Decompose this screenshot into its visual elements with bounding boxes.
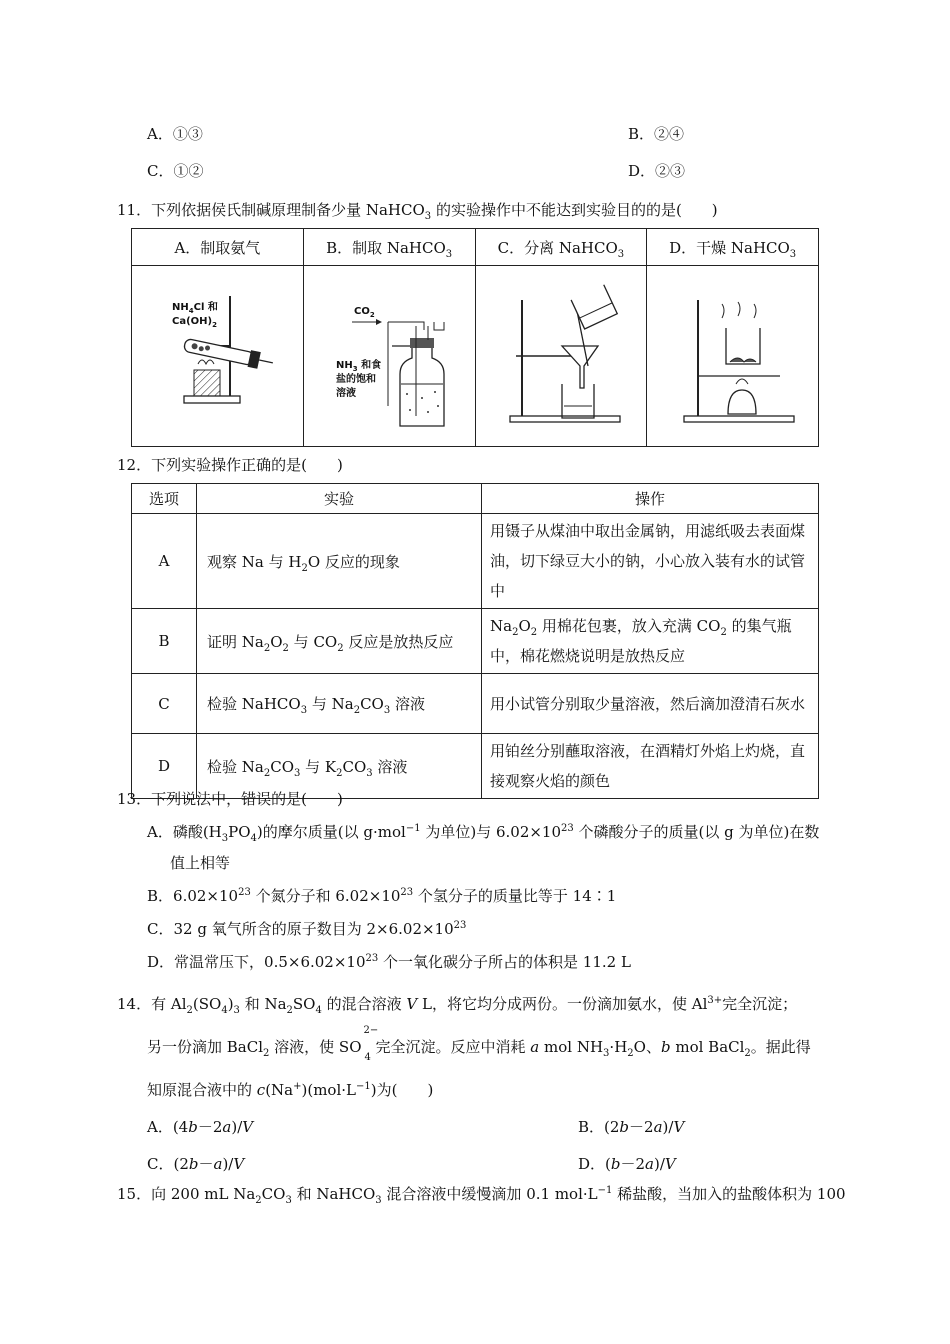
- drying-apparatus-figure: [648, 266, 818, 442]
- q13-option-d: D．常温常压下，$0.5\times 6.02\times 10^{23}$ 个一氧化碳分子所占的体积是 11.2 L: [147, 953, 631, 971]
- q15-stem-line1: 15．向 200 mL $Na_2CO_3$ 和 NaHCO$_3$ 混合溶液中缓慢滴加 0.1 $mol\cdot L^{-1}$ 稀盐酸，当加入的盐酸体积为 100: [117, 1185, 846, 1206]
- q11-stem: 11．下列依据侯氏制碱原理制备少量 NaHCO$_3$ 的实验操作中不能达到实验目的的是( ): [117, 201, 718, 222]
- table-row: [132, 609, 819, 674]
- q12-row-c-option: C: [132, 674, 197, 734]
- q12-row-b-option: B: [132, 609, 197, 674]
- q14-stem-line2: 另一份滴加 BaCl$_2$ 溶液，使 SO 2− 4 完全沉淀。反应中消耗 a mol $NH_3\cdot H_2O$、b mol BaCl$_2$。据此得: [147, 1025, 811, 1063]
- q13-option-a-line1: A．磷酸$(H_3PO_4)$的摩尔质量(以 g·mol$^{-1}$ 为单位)与 $6.02\times 10^{23}$ 个磷酸分子的质量(以 g 为单位)在数: [147, 823, 820, 844]
- q14-option-b: B．(2b－2a)/V: [578, 1118, 685, 1136]
- q12-row-b-experiment: 证明 $Na_2O_2$ 与 $CO_2$ 反应是放热反应: [197, 609, 482, 674]
- q11-header-c: C．分离 NaHCO$_3$: [475, 229, 647, 266]
- q10-option-c: C．①②: [147, 162, 204, 180]
- q11-header-a: A．制取氨气: [132, 229, 304, 266]
- q10-option-b: B．②④: [628, 125, 685, 143]
- q12-row-b-operation: $Na_2O_2$ 用棉花包裹，放入充满 $CO_2$ 的集气瓶中，棉花燃烧说明是放热反应: [482, 609, 819, 674]
- figure-b-label-line3: 溶液: [336, 388, 357, 399]
- q12-row-d-operation: 用铂丝分别蘸取溶液，在酒精灯外焰上灼烧，直接观察火焰的颜色: [482, 734, 819, 799]
- q13-option-b: B．$6.02\times 10^{23}$ 个氮分子和 $6.02\times 10^{23}$ 个氢分子的质量比等于 14∶1: [147, 887, 617, 905]
- q12-col-experiment: 实验: [197, 484, 482, 514]
- q13-stem: 13．下列说法中，错误的是( ): [117, 790, 343, 808]
- figure-b-co2-label: $CO_2$: [354, 306, 375, 319]
- q12-row-d-experiment: 检验 $Na_2CO_3$ 与 $K_2CO_3$ 溶液: [197, 734, 482, 799]
- q12-col-operation: 操作: [482, 484, 819, 514]
- q11-header-b: B．制取 NaHCO$_3$: [303, 229, 475, 266]
- table-row: [132, 674, 819, 734]
- q13-option-a-line2: 值上相等: [170, 854, 231, 872]
- q14-option-a: A．(4b－2a)/V: [147, 1118, 254, 1136]
- q14-option-d: D．(b－2a)/V: [578, 1155, 676, 1173]
- q12-table: [131, 483, 819, 799]
- ammonia-apparatus-figure: [132, 266, 302, 442]
- sulfate-ion-charge: 2− 4: [363, 1025, 379, 1063]
- q12-row-d-option: D: [132, 734, 197, 799]
- q12-row-a-operation: 用镊子从煤油中取出金属钠，用滤纸吸去表面煤油，切下绿豆大小的钠，小心放入装有水的试管中: [482, 514, 819, 609]
- q13-option-c: C．32 g 氧气所含的原子数目为 $2\times 6.02\times 10^{23}$: [147, 920, 467, 938]
- q11-header-d: D．干燥 NaHCO$_3$: [647, 229, 819, 266]
- table-row: [132, 514, 819, 609]
- q14-option-c: C．(2b－a)/V: [147, 1155, 245, 1173]
- q12-col-option: 选项: [132, 484, 197, 514]
- q12-row-a-experiment: 观察 Na 与 $H_2O$ 反应的现象: [197, 514, 482, 609]
- q11-figure-a-cell: [132, 266, 304, 447]
- figure-a-label-line2: $Ca(OH)_2$: [172, 316, 218, 329]
- figure-b-label-line2: 盐的饱和: [336, 374, 377, 385]
- q14-stem-line1: 14．有 $Al_2(SO_4)_3$ 和 $Na_2SO_4$ 的混合溶液 V L，将它均分成两份。一份滴加氨水，使 $Al^{3+}$完全沉淀；: [117, 995, 798, 1016]
- q11-figure-c-cell: [475, 266, 647, 447]
- figure-b-label-line1: $NH_3$ 和食: [336, 360, 382, 373]
- q11-figure-b-cell: [303, 266, 475, 447]
- q10-option-d: D．②③: [628, 162, 686, 180]
- figure-a-label-line1: $NH_4Cl$ 和: [172, 302, 219, 315]
- q12-row-a-option: A: [132, 514, 197, 609]
- q11-figure-d-cell: [647, 266, 819, 447]
- gas-washing-bottle-figure: [304, 266, 474, 442]
- q12-row-c-experiment: 检验 NaHCO$_3$ 与 $Na_2CO_3$ 溶液: [197, 674, 482, 734]
- q11-apparatus-table: [131, 228, 819, 447]
- q12-row-c-operation: 用小试管分别取少量溶液，然后滴加澄清石灰水: [482, 674, 819, 734]
- q14-stem-line3: 知原混合液中的 $c(Na^+)(mol\cdot L^{-1})$为( ): [147, 1081, 434, 1099]
- q10-option-a: A．①③: [147, 125, 203, 143]
- filtration-apparatus-figure: [476, 266, 646, 442]
- q12-stem: 12．下列实验操作正确的是( ): [117, 456, 343, 474]
